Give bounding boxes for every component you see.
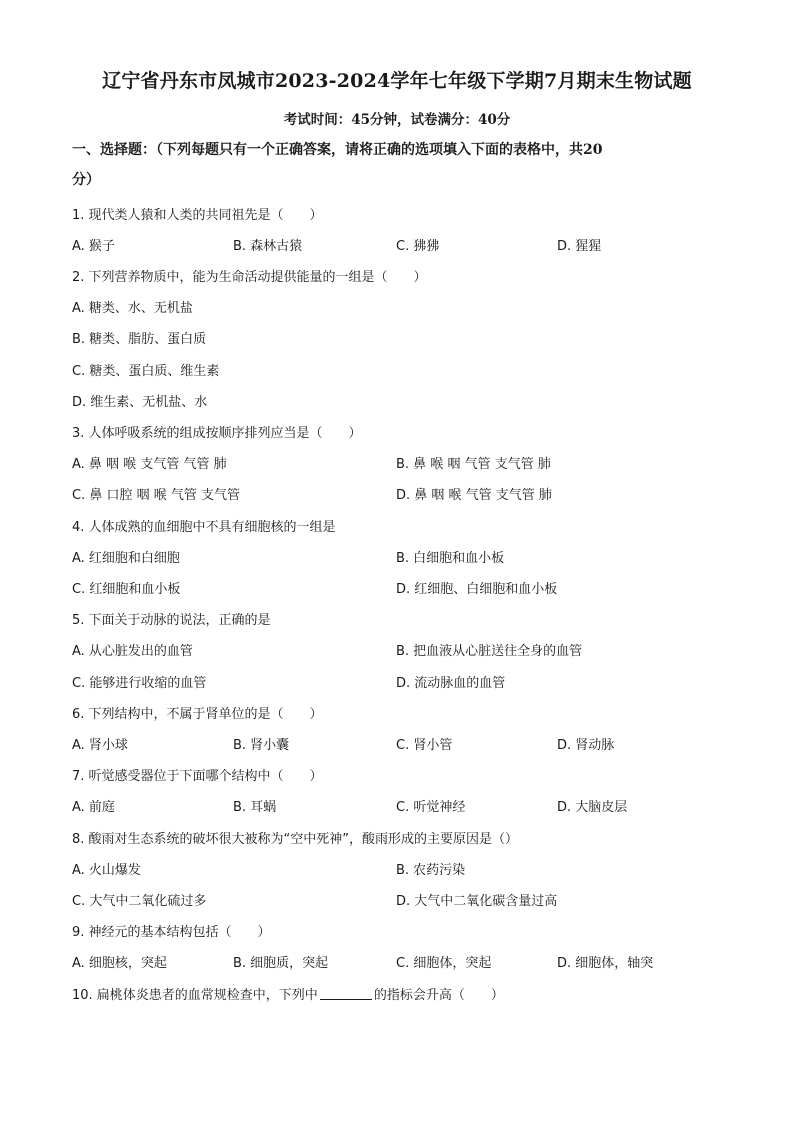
q1-option-d: D. 猩猩 [557,239,602,254]
q2-option-a: A. 糖类、水、无机盐 [72,301,193,316]
q1-option-b: B. 森林古猿 [233,239,303,254]
q7-option-b: B. 耳蜗 [233,800,277,815]
q3-option-a: A. 鼻 咽 喉 支气管 气管 肺 [72,457,227,472]
q3-option-c: C. 鼻 口腔 咽 喉 气管 支气管 [72,488,241,503]
q6-option-a: A. 肾小球 [72,738,128,753]
q1-option-c: C. 狒狒 [396,239,440,254]
question-1: 1. 现代类人猿和人类的共同祖先是（ ） [72,208,323,223]
question-9: 9. 神经元的基本结构包括（ ） [72,925,271,940]
question-8: 8. 酸雨对生态系统的破坏很大被称为“空中死神”，酸雨形成的主要原因是（） [72,832,519,847]
q6-option-b: B. 肾小囊 [233,738,290,753]
q3-option-b: B. 鼻 喉 咽 气管 支气管 肺 [396,457,551,472]
question-10-stem-end: 的指标会升高（ ） [373,988,504,1003]
q2-option-d: D. 维生素、无机盐、水 [72,395,208,410]
q9-option-b: B. 细胞质，突起 [233,956,329,971]
q8-option-d: D. 大气中二氧化碳含量过高 [396,894,558,909]
question-10 [72,984,504,1003]
q5-option-a: A. 从心脏发出的血管 [72,644,193,659]
q5-option-c: C. 能够进行收缩的血管 [72,676,207,691]
question-10-stem-start: 10. 扁桃体炎患者的血常规检查中，下列中 [72,988,318,1003]
question-7: 7. 听觉感受器位于下面哪个结构中（ ） [72,769,323,784]
q2-option-c: C. 糖类、蛋白质、维生素 [72,364,220,379]
exam-title: 辽宁省丹东市凤城市2023-2024学年七年级下学期7月期末生物试题 [102,70,692,92]
q4-option-b: B. 白细胞和血小板 [396,551,505,566]
section-heading-line2: 分） [72,172,100,188]
question-4: 4. 人体成熟的血细胞中不具有细胞核的一组是 [72,520,336,535]
q7-option-a: A. 前庭 [72,800,115,815]
question-6: 6. 下列结构中，不属于肾单位的是（ ） [72,707,323,722]
q7-option-d: D. 大脑皮层 [557,800,628,815]
q1-option-a: A. 猴子 [72,239,115,254]
question-2: 2. 下列营养物质中，能为生命活动提供能量的一组是（ ） [72,270,427,285]
q8-option-c: C. 大气中二氧化硫过多 [72,894,207,909]
q7-option-c: C. 听觉神经 [396,800,466,815]
q8-option-a: A. 火山爆发 [72,863,141,878]
exam-info: 考试时间：45分钟，试卷满分：40分 [283,112,511,128]
section-heading-line1: 一、选择题：（下列每题只有一个正确答案，请将正确的选项填入下面的表格中，共20 [72,142,603,158]
q4-option-a: A. 红细胞和白细胞 [72,551,180,566]
q9-option-d: D. 细胞体，轴突 [557,956,654,971]
q5-option-d: D. 流动脉血的血管 [396,676,506,691]
q5-option-b: B. 把血液从心脏送往全身的血管 [396,644,583,659]
q6-option-d: D. 肾动脉 [557,738,615,753]
q9-option-a: A. 细胞核，突起 [72,956,167,971]
q2-option-b: B. 糖类、脂肪、蛋白质 [72,332,207,347]
q6-option-c: C. 肾小管 [396,738,453,753]
question-5: 5. 下面关于动脉的说法，正确的是 [72,613,271,628]
q3-option-d: D. 鼻 咽 喉 气管 支气管 肺 [396,488,552,503]
q4-option-d: D. 红细胞、白细胞和血小板 [396,582,558,597]
question-3: 3. 人体呼吸系统的组成按顺序排列应当是（ ） [72,426,362,441]
q4-option-c: C. 红细胞和血小板 [72,582,181,597]
fill-in-blank [320,987,372,1000]
q9-option-c: C. 细胞体，突起 [396,956,492,971]
q8-option-b: B. 农药污染 [396,863,466,878]
section-heading [72,135,732,195]
